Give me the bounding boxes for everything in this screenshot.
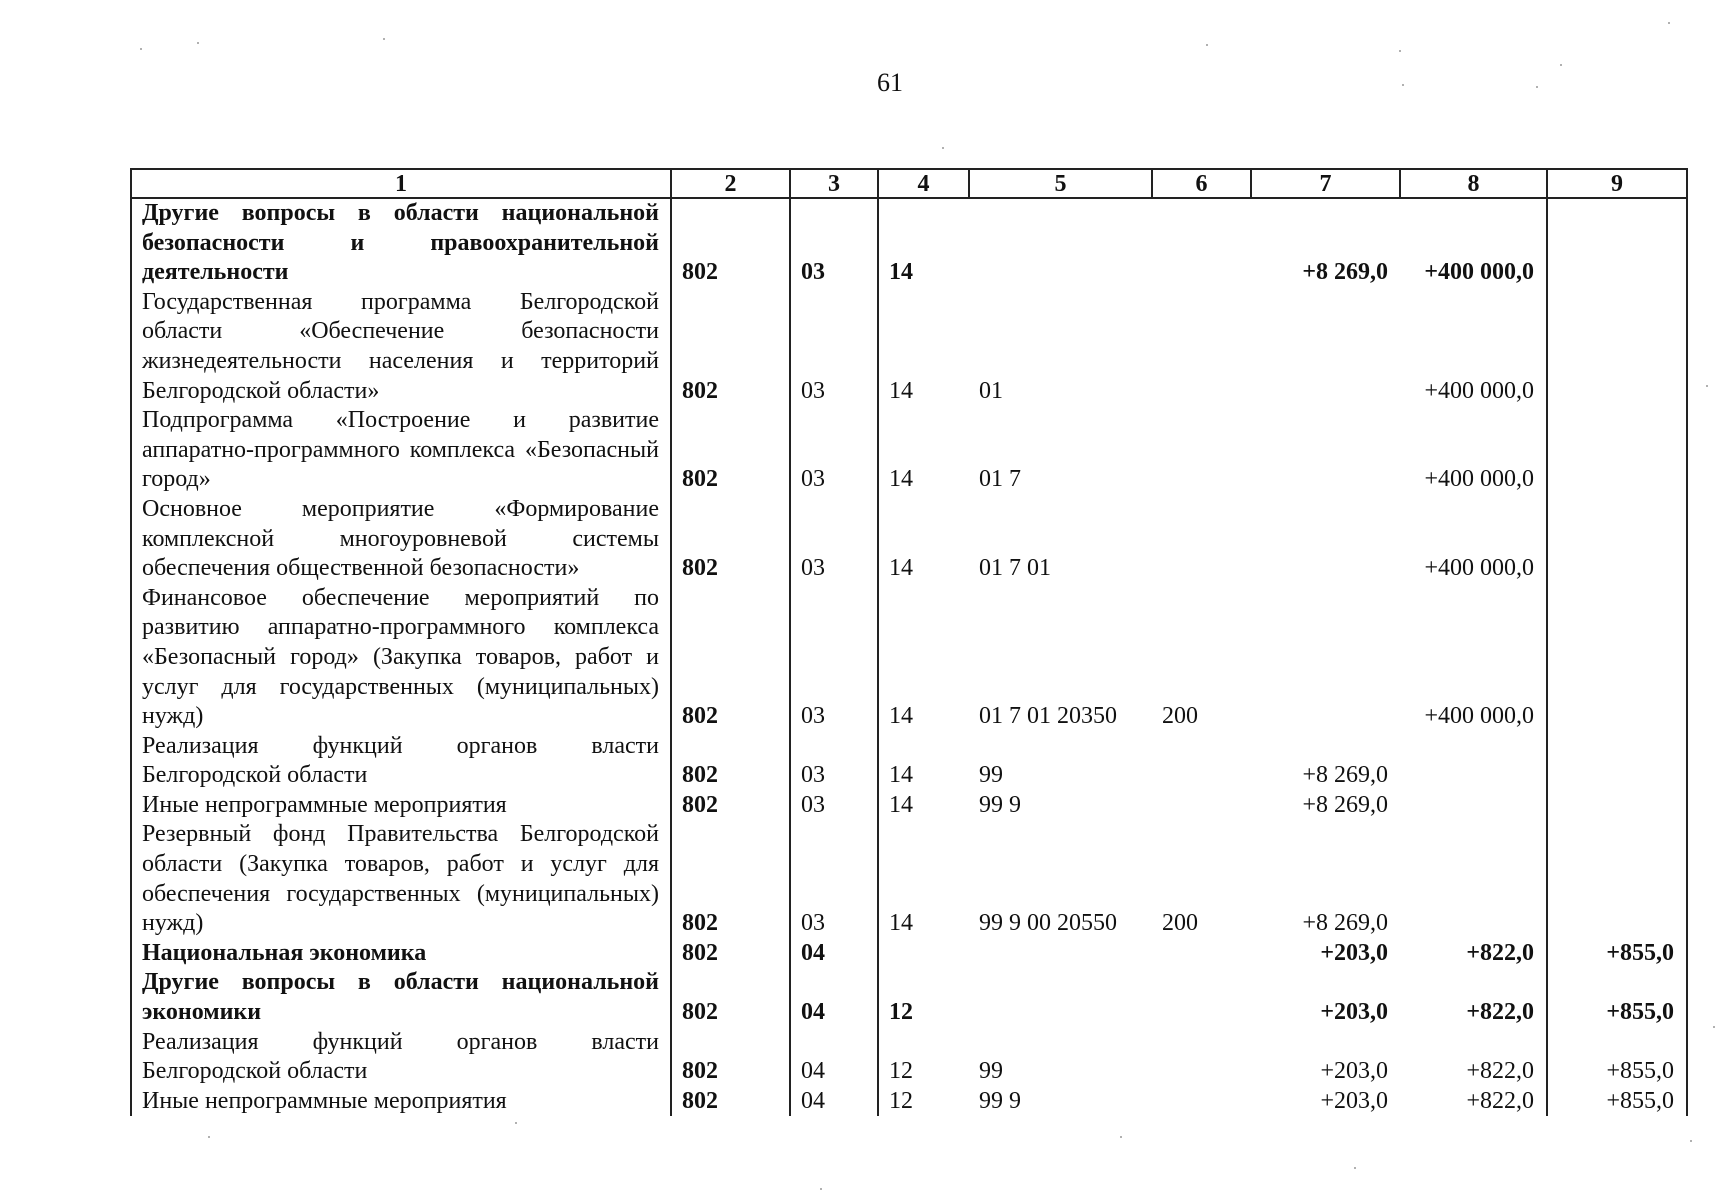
table-row: [131, 198, 1687, 288]
row-code-col5: 99 9: [979, 1087, 1021, 1114]
table-row: [131, 791, 1687, 821]
row-description: Государственная программа Белгородской области «Обеспечение безопасности жизнедеятельности населения и территорий Белгородской области»: [131, 288, 671, 406]
row-description: Другие вопросы в области национальной экономики: [131, 968, 671, 1027]
row-code-col4: 14: [889, 555, 913, 582]
row-amount-col8: +822,0: [1466, 1087, 1534, 1114]
table-row: [131, 288, 1687, 406]
row-amount-col8: [1400, 791, 1547, 821]
table-row: [131, 495, 1687, 584]
row-description: Основное мероприятие «Формирование комплексной многоуровневой системы обеспечения общественной безопасности»: [131, 495, 671, 584]
row-code-col4: 14: [889, 466, 913, 493]
row-code-col3: 04: [790, 1087, 878, 1117]
row-code-col3: 04: [790, 1028, 878, 1087]
column-header: 6: [1152, 169, 1251, 198]
row-amount-col8: +400 000,0: [1424, 466, 1534, 493]
table-row: [131, 732, 1687, 791]
row-amount-col8: +822,0: [1466, 1058, 1534, 1085]
row-amount-col7: [1251, 495, 1400, 584]
column-header: 9: [1547, 169, 1687, 198]
row-code-col5: 01 7 01 20350: [979, 703, 1117, 730]
row-amount-col7: [1251, 288, 1400, 406]
row-amount-col7: +8 269,0: [1302, 910, 1388, 937]
row-code-col2: 802: [671, 288, 790, 406]
row-code-col4: [878, 939, 969, 969]
row-amount-col8: +400 000,0: [1424, 703, 1534, 730]
row-description: Национальная экономика: [131, 939, 671, 969]
row-code-col4: 14: [889, 259, 913, 286]
row-amount-col9: [1547, 732, 1687, 791]
column-header: 1: [131, 169, 671, 198]
row-code-col3: 03: [790, 820, 878, 938]
row-code-col5: 01: [979, 377, 1003, 404]
table-row: [131, 939, 1687, 969]
table-row: [131, 406, 1687, 495]
row-amount-col9: +855,0: [1547, 1087, 1687, 1117]
column-header: 4: [878, 169, 969, 198]
row-amount-col7: +203,0: [1320, 1087, 1388, 1114]
row-code-col4: 12: [889, 1058, 913, 1085]
row-code-col4: 14: [889, 762, 913, 789]
row-amount-col7: +8 269,0: [1302, 259, 1388, 286]
row-code-col6: 200: [1162, 910, 1198, 937]
row-code-col4: 12: [889, 999, 913, 1026]
row-code-col6: [1152, 1087, 1251, 1117]
row-code-col3: 04: [790, 939, 878, 969]
row-code-col3: 03: [790, 406, 878, 495]
row-code-col6: [1152, 791, 1251, 821]
row-code-col4: 12: [889, 1087, 913, 1114]
table-body: [131, 198, 1687, 1116]
row-description: Реализация функций органов власти Белгородской области: [131, 732, 671, 791]
row-description: Финансовое обеспечение мероприятий по развитию аппаратно-программного комплекса «Безопасный город» (Закупка товаров, работ и услуг для государственных (муниципальных) нужд): [131, 584, 671, 732]
row-code-col4: 14: [889, 703, 913, 730]
row-description: Другие вопросы в области национальной безопасности и правоохранительной деятельности: [131, 198, 671, 288]
row-code-col2: 802: [671, 1028, 790, 1087]
row-code-col2: 802: [671, 820, 790, 938]
column-header: 3: [790, 169, 878, 198]
row-amount-col7: +203,0: [1320, 1058, 1388, 1085]
row-amount-col7: +203,0: [1320, 999, 1388, 1026]
row-code-col5: 01 7 01: [979, 555, 1051, 582]
row-code-col5: [969, 968, 1152, 1027]
row-amount-col7: +8 269,0: [1302, 762, 1388, 789]
column-header: 8: [1400, 169, 1547, 198]
column-header: 7: [1251, 169, 1400, 198]
row-code-col3: 03: [790, 584, 878, 732]
row-amount-col7: +8 269,0: [1302, 791, 1388, 818]
table-row: [131, 968, 1687, 1027]
row-code-col4: 14: [889, 910, 913, 937]
row-description: Иные непрограммные мероприятия: [131, 791, 671, 821]
row-amount-col9: [1547, 820, 1687, 938]
row-description: Иные непрограммные мероприятия: [131, 1087, 671, 1117]
row-code-col6: [1152, 968, 1251, 1027]
row-amount-col9: +855,0: [1547, 939, 1687, 969]
budget-table: [130, 168, 1688, 1116]
row-code-col6: [1152, 406, 1251, 495]
row-amount-col7: +203,0: [1320, 939, 1388, 966]
row-code-col5: 01 7: [979, 466, 1021, 493]
row-code-col3: 03: [790, 495, 878, 584]
row-amount-col9: [1547, 288, 1687, 406]
table-row: [131, 584, 1687, 732]
row-code-col5: 99 9 00 20550: [979, 910, 1117, 937]
row-amount-col9: [1547, 791, 1687, 821]
row-description: Резервный фонд Правительства Белгородской области (Закупка товаров, работ и услуг для обеспечения государственных (муниципальных) нужд): [131, 820, 671, 938]
row-amount-col9: [1547, 584, 1687, 732]
row-code-col2: 802: [671, 584, 790, 732]
row-amount-col8: +400 000,0: [1424, 259, 1534, 286]
row-code-col6: [1152, 495, 1251, 584]
row-code-col2: 802: [671, 1087, 790, 1117]
table-row: [131, 1087, 1687, 1117]
row-code-col4: 14: [889, 377, 913, 404]
row-amount-col7: [1251, 584, 1400, 732]
row-code-col6: 200: [1162, 703, 1198, 730]
row-amount-col9: [1547, 406, 1687, 495]
column-header: 5: [969, 169, 1152, 198]
row-code-col5: [969, 198, 1152, 288]
row-code-col2: 802: [671, 732, 790, 791]
row-code-col3: 03: [790, 791, 878, 821]
row-code-col2: 802: [671, 968, 790, 1027]
row-amount-col8: +400 000,0: [1424, 377, 1534, 404]
row-code-col6: [1152, 288, 1251, 406]
row-code-col3: 04: [790, 968, 878, 1027]
row-code-col2: 802: [671, 495, 790, 584]
row-code-col2: 802: [671, 406, 790, 495]
row-code-col6: [1152, 198, 1251, 288]
row-amount-col9: +855,0: [1547, 1028, 1687, 1087]
column-number-header: [131, 169, 1687, 198]
row-code-col3: 03: [790, 198, 878, 288]
row-code-col2: 802: [671, 198, 790, 288]
budget-table-container: [130, 168, 1686, 1113]
row-amount-col8: +822,0: [1466, 999, 1534, 1026]
row-code-col3: 03: [790, 288, 878, 406]
column-header: 2: [671, 169, 790, 198]
row-code-col5: [969, 939, 1152, 969]
row-code-col5: 99 9: [979, 791, 1021, 818]
page-number: 61: [877, 68, 903, 97]
row-description: Подпрограмма «Построение и развитие аппаратно-программного комплекса «Безопасный город»: [131, 406, 671, 495]
row-code-col5: 99: [979, 762, 1003, 789]
row-code-col5: 99: [979, 1058, 1003, 1085]
table-row: [131, 1028, 1687, 1087]
row-amount-col9: +855,0: [1547, 968, 1687, 1027]
table-row: [131, 820, 1687, 938]
row-code-col6: [1152, 732, 1251, 791]
row-code-col3: 03: [790, 732, 878, 791]
row-amount-col8: [1400, 820, 1547, 938]
row-code-col2: 802: [671, 939, 790, 969]
row-code-col4: 14: [889, 791, 913, 818]
row-code-col6: [1152, 939, 1251, 969]
row-amount-col8: +822,0: [1466, 939, 1534, 966]
row-amount-col8: [1400, 732, 1547, 791]
row-amount-col7: [1251, 406, 1400, 495]
row-amount-col9: [1547, 495, 1687, 584]
row-description: Реализация функций органов власти Белгородской области: [131, 1028, 671, 1087]
row-amount-col9: [1547, 198, 1687, 288]
row-code-col2: 802: [671, 791, 790, 821]
row-code-col6: [1152, 1028, 1251, 1087]
row-amount-col8: +400 000,0: [1424, 555, 1534, 582]
